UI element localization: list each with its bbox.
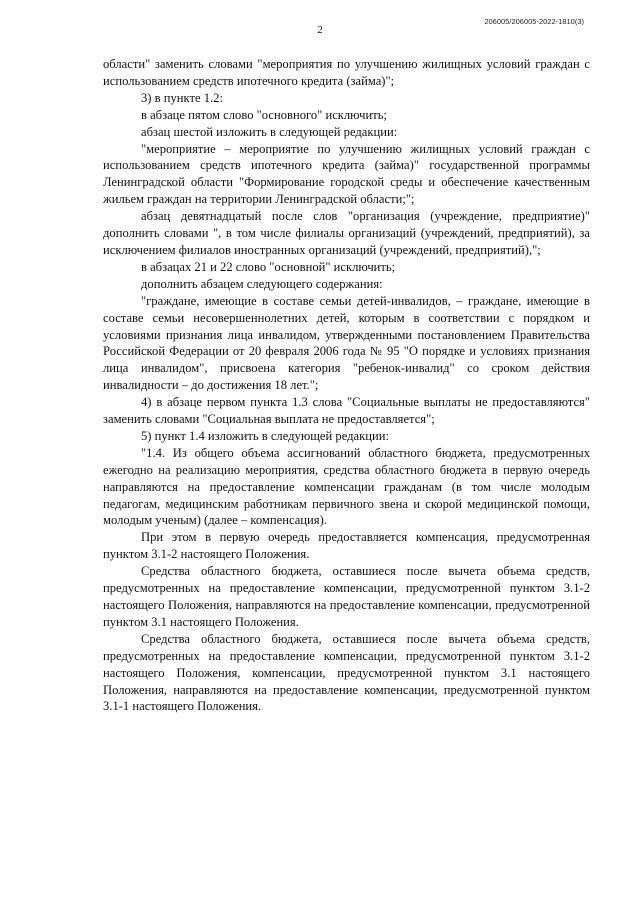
document-id: 206005/206005-2022-1810(3) <box>484 17 584 26</box>
paragraph: дополнить абзацем следующего содержания: <box>141 276 383 291</box>
page-number: 2 <box>317 24 323 36</box>
paragraph: в абзаце пятом слово "основного" исключить; <box>141 107 387 122</box>
paragraph: области" заменить словами "мероприятия по улучшению жилищных условий граждан с использованием средств ипотечного кредита (займа)"; <box>103 57 590 88</box>
paragraph: "мероприятие – мероприятие по улучшению жилищных условий граждан с использованием средств ипотечного кредита (займа)" государственной программы Ленинградской области "Формирование городской среды и обеспечение качественным жильем граждан на территории Ленинградской области;"; <box>103 141 590 207</box>
document-body <box>103 56 590 715</box>
paragraph: При этом в первую очередь предоставляется компенсация, предусмотренная пунктом 3.1-2 настоящего Положения. <box>103 530 590 562</box>
paragraph: 5) пункт 1.4 изложить в следующей редакции: <box>141 428 389 443</box>
paragraph: 3) в пункте 1.2: <box>141 90 223 105</box>
paragraph: абзац шестой изложить в следующей редакции: <box>141 124 398 139</box>
paragraph: в абзацах 21 и 22 слово "основной" исключить; <box>141 259 396 274</box>
paragraph: Средства областного бюджета, оставшиеся после вычета объема средств, предусмотренных на предоставление компенсации, предусмотренной пунктом 3.1-2 настоящего Положения, компенсации, предусмотренной пунктом 3.1 настоящего Положения, направляются на предоставление компенсации, предусмотренной пунктом 3.1-1 настоящего Положения. <box>103 631 590 714</box>
paragraph: Средства областного бюджета, оставшиеся после вычета объема средств, предусмотренных на предоставление компенсации, предусмотренной пунктом 3.1-2 настоящего Положения, направляются на предоставление компенсации, предусмотренной пунктом 3.1 настоящего Положения. <box>103 564 590 629</box>
paragraph: "граждане, имеющие в составе семьи детей-инвалидов, – граждане, имеющие в составе семьи несовершеннолетних детей, которым в соответствии с порядком и условиями признания лица инвалидом, утвержденными постановлением Правительства Российской Федерации от 20 февраля 2006 года № 95 "О порядке и условиях признания лица инвалидом", присвоена категория "ребенок-инвалид" со сроком действия инвалидности – до достижения 18 лет."; <box>103 293 590 393</box>
paragraph: 4) в абзаце первом пункта 1.3 слова "Социальные выплаты не предоставляются" заменить словами "Социальная выплата не предоставляется"; <box>103 395 590 427</box>
paragraph: "1.4. Из общего объема ассигнований областного бюджета, предусмотренных ежегодно на реализацию мероприятия, средства областного бюджета в первую очередь направляются на предоставление компенсации гражданам (в том числе молодым педагогам, медицинским работникам первичного звена и скорой медицинской помощи, молодым ученым) (далее – компенсация). <box>103 445 590 528</box>
paragraph: абзац девятнадцатый после слов "организация (учреждение, предприятие)" дополнить словами ", в том числе филиалы организаций (учреждений, предприятий), за исключением филиалов иностранных организаций (учреждений, предприятий),"; <box>103 209 590 257</box>
